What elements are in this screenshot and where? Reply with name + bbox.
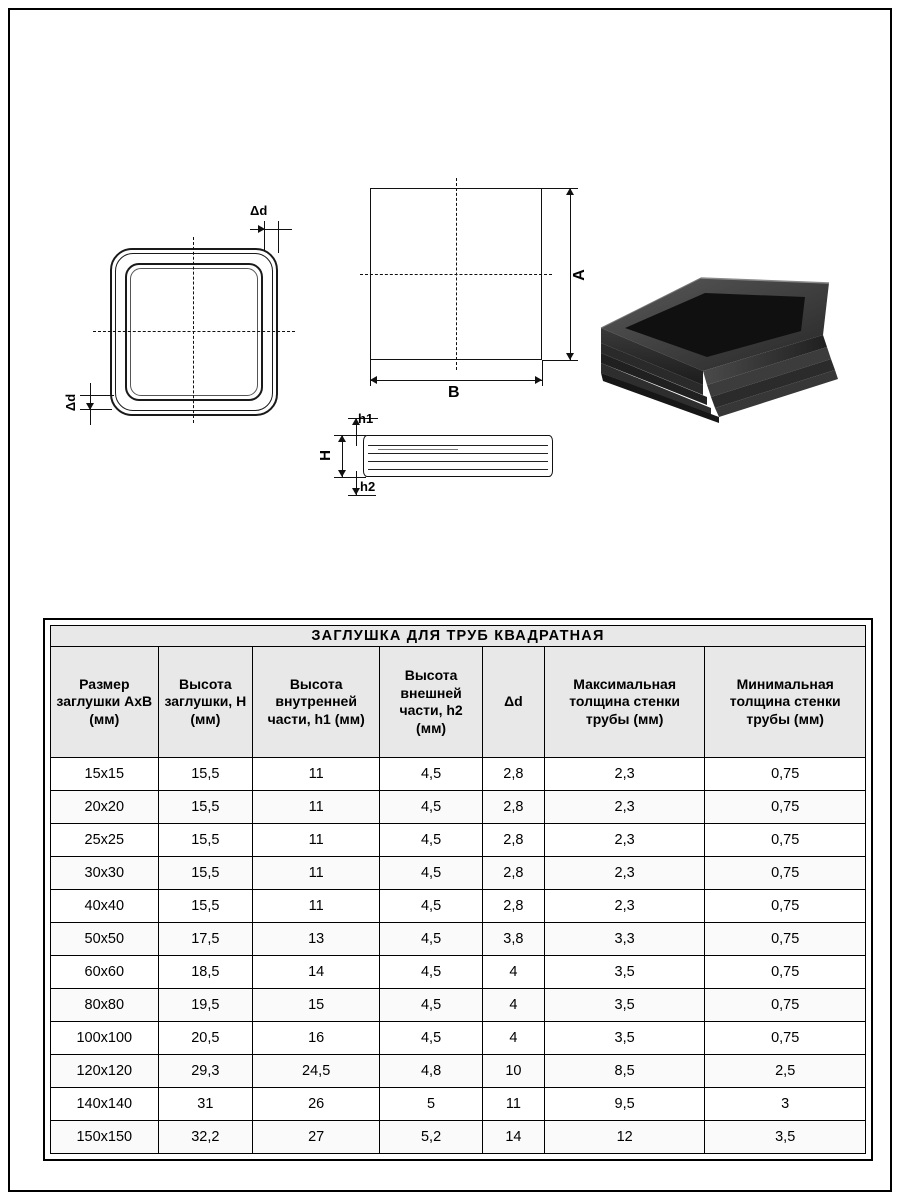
label-dim-h1: h1 <box>358 411 374 426</box>
col-header-min-wall: Минимальная толщина стенки трубы (мм) <box>705 647 866 758</box>
arrow-h-down <box>338 470 346 477</box>
cell-max-wall: 2,3 <box>544 857 705 890</box>
cell-size: 120x120 <box>51 1055 159 1088</box>
cell-delta-d: 2,8 <box>482 758 544 791</box>
cell-h1: 27 <box>253 1121 380 1154</box>
cell-size: 140x140 <box>51 1088 159 1121</box>
col-header-delta-d: Δd <box>482 647 544 758</box>
cell-size: 25x25 <box>51 824 159 857</box>
cell-max-wall: 2,3 <box>544 791 705 824</box>
cell-h1: 11 <box>253 857 380 890</box>
cell-max-wall: 9,5 <box>544 1088 705 1121</box>
cell-max-wall: 8,5 <box>544 1055 705 1088</box>
center-line-vertical <box>193 237 194 423</box>
cell-h: 20,5 <box>158 1022 253 1055</box>
table-row <box>51 956 866 989</box>
cell-h1: 24,5 <box>253 1055 380 1088</box>
arrow-delta-d-top-right <box>258 225 265 233</box>
arrow-h-up <box>338 435 346 442</box>
cell-min-wall: 0,75 <box>705 791 866 824</box>
table-title: ЗАГЛУШКА ДЛЯ ТРУБ КВАДРАТНАЯ <box>51 626 866 647</box>
label-delta-d-top: Δd <box>250 203 268 218</box>
cell-min-wall: 0,75 <box>705 890 866 923</box>
cell-delta-d: 4 <box>482 956 544 989</box>
table-row <box>51 758 866 791</box>
cell-max-wall: 3,3 <box>544 923 705 956</box>
cell-h: 18,5 <box>158 956 253 989</box>
cell-min-wall: 2,5 <box>705 1055 866 1088</box>
table-row <box>51 1055 866 1088</box>
table-row <box>51 791 866 824</box>
cell-min-wall: 0,75 <box>705 758 866 791</box>
spec-table-container <box>43 618 873 1161</box>
cell-min-wall: 0,75 <box>705 824 866 857</box>
arrow-h2-down <box>352 488 360 495</box>
dim-line-delta-d-top <box>250 229 292 230</box>
cell-h: 15,5 <box>158 791 253 824</box>
cell-h2: 4,5 <box>380 989 483 1022</box>
cell-delta-d: 2,8 <box>482 791 544 824</box>
cell-h2: 4,5 <box>380 890 483 923</box>
cell-max-wall: 2,3 <box>544 758 705 791</box>
cell-size: 15x15 <box>51 758 159 791</box>
table-row <box>51 923 866 956</box>
arrow-a-up <box>566 188 574 195</box>
cap-inner-outline-2 <box>130 268 258 396</box>
ext-line-b-right <box>542 360 543 386</box>
side-view-rib-2 <box>368 453 548 454</box>
table-row <box>51 1022 866 1055</box>
ext-line-left-bottom-inner <box>80 409 112 410</box>
cell-max-wall: 3,5 <box>544 956 705 989</box>
cell-size: 80x80 <box>51 989 159 1022</box>
arrow-b-right <box>535 376 542 384</box>
product-photo-svg <box>583 273 873 433</box>
cell-h2: 4,5 <box>380 923 483 956</box>
side-view-rib-4 <box>368 469 548 470</box>
cell-size: 150x150 <box>51 1121 159 1154</box>
cell-max-wall: 2,3 <box>544 824 705 857</box>
cell-h2: 4,5 <box>380 1022 483 1055</box>
cell-h2: 4,5 <box>380 956 483 989</box>
cell-h: 15,5 <box>158 890 253 923</box>
cell-h1: 26 <box>253 1088 380 1121</box>
front-view-rounded-square-cap <box>63 203 298 438</box>
cell-h1: 11 <box>253 890 380 923</box>
cell-h: 32,2 <box>158 1121 253 1154</box>
cell-min-wall: 0,75 <box>705 923 866 956</box>
table-title-row <box>51 626 866 647</box>
ext-line-top-right <box>278 221 279 253</box>
cell-max-wall: 2,3 <box>544 890 705 923</box>
col-header-height-h1: Высота внутренней части, h1 (мм) <box>253 647 380 758</box>
cell-max-wall: 3,5 <box>544 989 705 1022</box>
table-row <box>51 857 866 890</box>
cell-h2: 5 <box>380 1088 483 1121</box>
cell-h2: 4,5 <box>380 758 483 791</box>
cell-min-wall: 0,75 <box>705 989 866 1022</box>
side-view-heights <box>318 413 578 523</box>
cell-delta-d: 4 <box>482 1022 544 1055</box>
cell-h: 31 <box>158 1088 253 1121</box>
ext-line-h-bottom <box>334 477 366 478</box>
cell-size: 60x60 <box>51 956 159 989</box>
cell-h1: 13 <box>253 923 380 956</box>
ext-line-left-bottom <box>80 395 114 396</box>
cell-min-wall: 3,5 <box>705 1121 866 1154</box>
cell-h2: 4,8 <box>380 1055 483 1088</box>
top-view-square-a-b <box>348 168 598 408</box>
product-photo-square-tube-cap <box>583 273 873 433</box>
label-delta-d-left: Δd <box>63 393 79 412</box>
technical-drawings <box>18 18 898 608</box>
table-body <box>51 758 866 1154</box>
table-header-row <box>51 647 866 758</box>
label-dim-b: B <box>448 384 460 401</box>
cell-max-wall: 3,5 <box>544 1022 705 1055</box>
cell-max-wall: 12 <box>544 1121 705 1154</box>
side-view-detail-line <box>378 449 458 450</box>
cell-delta-d: 10 <box>482 1055 544 1088</box>
cell-size: 50x50 <box>51 923 159 956</box>
table-row <box>51 989 866 1022</box>
cell-h1: 15 <box>253 989 380 1022</box>
side-view-body-outline <box>363 435 553 477</box>
cell-h2: 4,5 <box>380 857 483 890</box>
cell-delta-d: 4 <box>482 989 544 1022</box>
col-header-height-h: Высота заглушки, H (мм) <box>158 647 253 758</box>
cell-h2: 4,5 <box>380 824 483 857</box>
cell-h1: 11 <box>253 758 380 791</box>
cell-h1: 11 <box>253 824 380 857</box>
arrow-b-left <box>370 376 377 384</box>
col-header-size: Размер заглушки AxB (мм) <box>51 647 159 758</box>
ext-line-a-bottom <box>542 360 578 361</box>
cell-min-wall: 0,75 <box>705 857 866 890</box>
cell-size: 30x30 <box>51 857 159 890</box>
cell-delta-d: 11 <box>482 1088 544 1121</box>
cell-h2: 4,5 <box>380 791 483 824</box>
col-header-height-h2: Высота внешней части, h2 (мм) <box>380 647 483 758</box>
table-row <box>51 890 866 923</box>
cell-h: 15,5 <box>158 824 253 857</box>
dim-line-b <box>370 380 542 381</box>
label-dim-h2: h2 <box>360 479 376 494</box>
cell-delta-d: 2,8 <box>482 890 544 923</box>
cell-h1: 16 <box>253 1022 380 1055</box>
cell-h: 29,3 <box>158 1055 253 1088</box>
spec-table <box>50 625 866 1154</box>
page-inner <box>18 18 898 1198</box>
table-row <box>51 1088 866 1121</box>
side-view-rib-3 <box>368 461 548 462</box>
cell-h: 15,5 <box>158 758 253 791</box>
table-row <box>51 1121 866 1154</box>
cell-min-wall: 0,75 <box>705 1022 866 1055</box>
ext-line-h2-bottom <box>348 495 376 496</box>
cell-size: 100x100 <box>51 1022 159 1055</box>
cell-h1: 11 <box>253 791 380 824</box>
cell-size: 20x20 <box>51 791 159 824</box>
side-view-rib-1 <box>368 445 548 446</box>
cell-min-wall: 3 <box>705 1088 866 1121</box>
arrow-a-down <box>566 353 574 360</box>
arrow-delta-d-left-down <box>86 403 94 410</box>
label-dim-h: H <box>316 450 334 461</box>
table-row <box>51 824 866 857</box>
table-header-row-group <box>51 647 866 758</box>
cell-h: 15,5 <box>158 857 253 890</box>
cell-size: 40x40 <box>51 890 159 923</box>
cell-delta-d: 2,8 <box>482 857 544 890</box>
cell-delta-d: 14 <box>482 1121 544 1154</box>
col-header-max-wall: Максимальная толщина стенки трубы (мм) <box>544 647 705 758</box>
cell-delta-d: 2,8 <box>482 824 544 857</box>
label-dim-a: A <box>570 269 588 281</box>
cell-delta-d: 3,8 <box>482 923 544 956</box>
cell-h: 19,5 <box>158 989 253 1022</box>
top-view-centerline-horizontal <box>360 274 552 275</box>
center-line-horizontal <box>93 331 295 332</box>
cell-min-wall: 0,75 <box>705 956 866 989</box>
cell-h: 17,5 <box>158 923 253 956</box>
cell-h2: 5,2 <box>380 1121 483 1154</box>
cell-h1: 14 <box>253 956 380 989</box>
